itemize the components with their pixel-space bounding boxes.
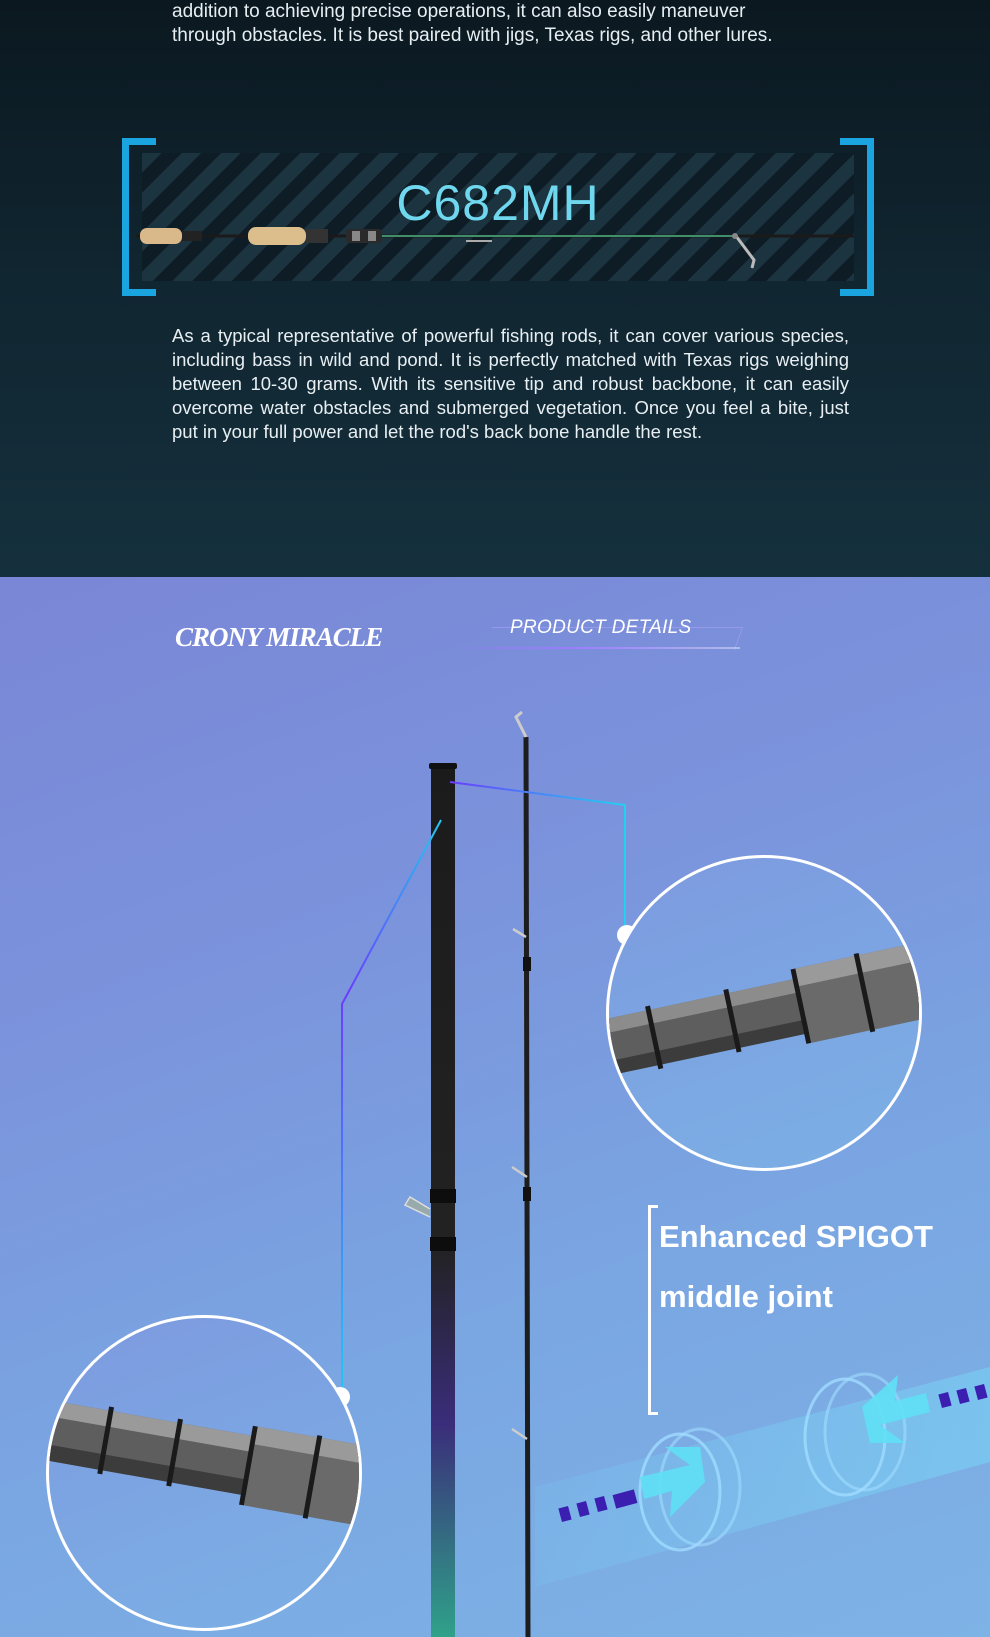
model-banner <box>122 138 874 296</box>
intro-line-1: addition to achieving precise operations, it can also easily maneuver <box>172 1 746 22</box>
intro-text <box>172 0 852 48</box>
spigot-closeup-bottom <box>46 1315 362 1631</box>
feature-line-2: middle joint <box>659 1279 833 1314</box>
model-section <box>0 0 990 577</box>
product-details-section <box>0 577 990 1637</box>
model-name: C682MH <box>396 175 600 231</box>
feature-line-1: Enhanced SPIGOT <box>659 1219 933 1254</box>
spigot-closeup-top <box>606 855 922 1171</box>
carbon-joint-image-2 <box>49 1318 359 1628</box>
feature-callout <box>648 1205 948 1415</box>
feature-text <box>659 1207 933 1327</box>
model-description: As a typical representative of powerful fishing rods, it can cover various species, including bass in wild and pond. It is perfectly matched with Texas rigs weighing between 10-30 grams. With its sensitive tip and robust backbone, it can easily overcome water obstacles and submerged vegetation. Once you feel a bite, just put in your full power and let the rod's back bone handle the rest. <box>172 325 849 442</box>
fishing-rod-image <box>136 220 856 280</box>
intro-line-2: through obstacles. It is best paired with jigs, Texas rigs, and other lures. <box>172 25 773 46</box>
carbon-joint-image <box>609 858 919 1168</box>
brand-logo: CRONY MIRACLE <box>175 622 383 652</box>
section-title: PRODUCT DETAILS <box>510 617 692 638</box>
feature-bracket <box>648 1205 658 1415</box>
